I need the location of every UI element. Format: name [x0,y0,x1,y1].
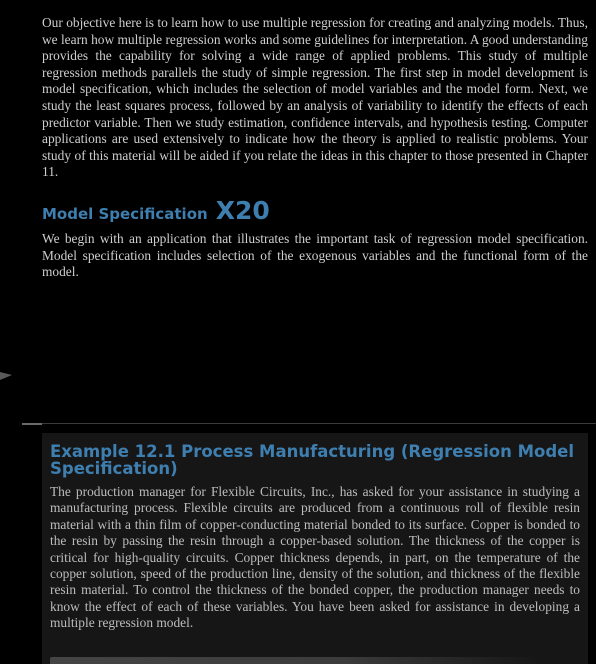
example-box [42,433,588,664]
example-title: Example 12.1 Process Manufacturing (Regression Model Specification) [50,442,575,478]
margin-arrow-icon [0,372,12,380]
section-heading [42,196,270,225]
section-title: Model Specification [42,205,208,223]
cut-off-text-line [50,657,540,664]
section-divider [22,423,596,424]
section-marker: X20 [215,196,270,225]
divider-tick [22,423,42,425]
model-specification-paragraph: We begin with an application that illustrates the important task of regression model specification. Model specification includes selection of the exogenous variables and the functional form of the model. [42,231,588,280]
intro-paragraph: Our objective here is to learn how to use multiple regression for creating and analyzing models. Thus, we learn how multiple regression works and some guidelines for interpretation. A good understanding provides the capability for solving a wide range of applied problems. This study of multiple regression methods parallels the study of simple regression. The first step in model development is model specification, which includes the selection of model variables and the model form. Next, we study the least squares process, followed by an analysis of variability to identify the effects of each predictor variable. Then we study estimation, confidence intervals, and hypothesis testing. Computer applications are used extensively to indicate how the theory is applied to realistic problems. Your study of this material will be aided if you relate the ideas in this chapter to those presented in Chapter 11. [42,15,588,180]
example-paragraph: The production manager for Flexible Circuits, Inc., has asked for your assistance in studying a manufacturing process. Flexible circuits are produced from a continuous roll of flexible resin material with a thin film of copper-conducting material bonded to its surface. Copper is bonded to the resin by passing the resin through a copper-based solution. The thickness of the copper is critical for high-quality circuits. Copper thickness depends, in part, on the temperature of the copper solution, speed of the production line, density of the solution, and thickness of the flexible resin material. To control the thickness of the bonded copper, the production manager needs to know the effect of each of these variables. You have been asked for assistance in developing a multiple regression model. [50,484,580,631]
